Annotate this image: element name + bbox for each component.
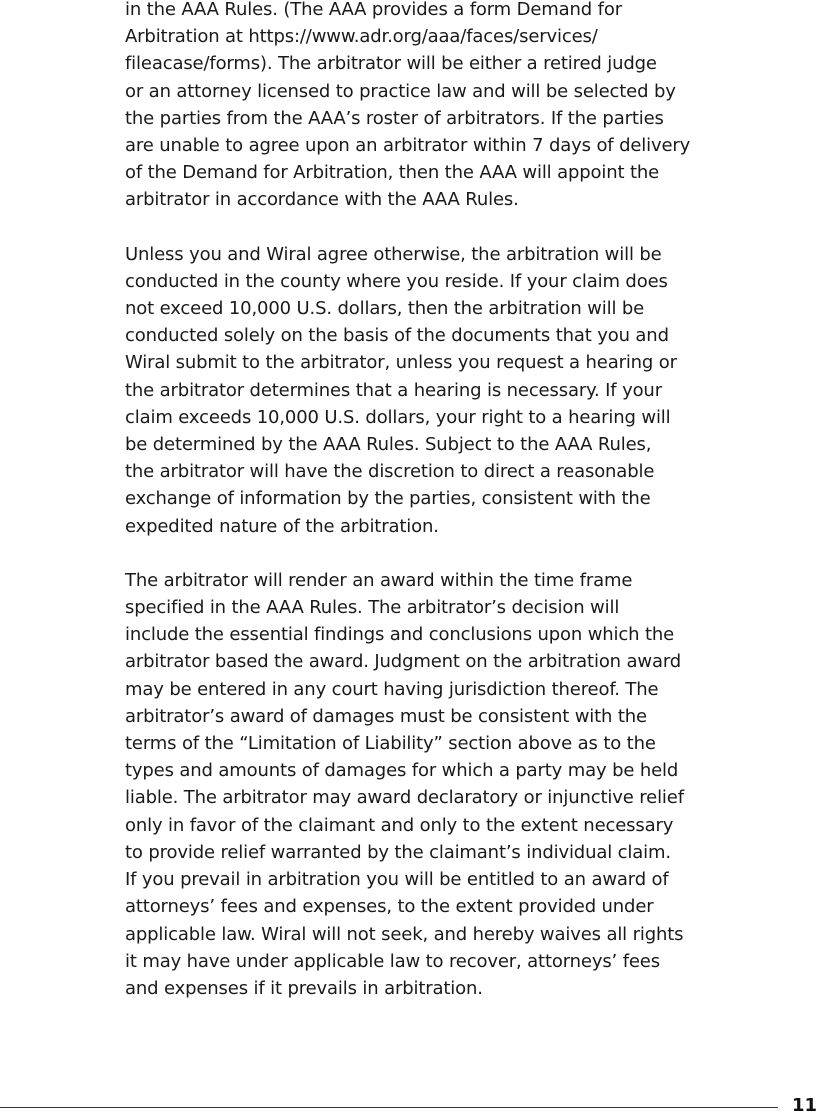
text-line: applicable law. Wiral will not seek, and hereby waives all rights — [125, 923, 684, 945]
text-line: and expenses if it prevails in arbitration. — [125, 977, 483, 999]
footer-divider — [0, 1107, 778, 1108]
text-line: the parties from the AAA’s roster of arbitrators. If the parties — [125, 107, 664, 129]
text-line: conducted in the county where you reside. If your claim does — [125, 270, 668, 292]
text-line: it may have under applicable law to recover, attorneys’ fees — [125, 950, 660, 972]
text-line: to provide relief warranted by the claimant’s individual claim. — [125, 841, 671, 863]
text-line: Wiral submit to the arbitrator, unless you request a hearing or — [125, 352, 677, 374]
text-line: of the Demand for Arbitration, then the AAA will appoint the — [125, 162, 660, 184]
text-line: not exceed 10,000 U.S. dollars, then the arbitration will be — [125, 298, 645, 320]
text-line: only in favor of the claimant and only to the extent necessary — [125, 814, 674, 836]
paragraph-spacer — [125, 214, 765, 241]
text-line: conducted solely on the basis of the documents that you and — [125, 325, 669, 347]
text-line: be determined by the AAA Rules. Subject to the AAA Rules, — [125, 434, 652, 456]
text-line: types and amounts of damages for which a party may be held — [125, 760, 679, 782]
text-line: The arbitrator will render an award within the time frame — [125, 569, 633, 591]
text-line: Unless you and Wiral agree otherwise, the arbitration will be — [125, 243, 662, 265]
text-line: specified in the AAA Rules. The arbitrator’s decision will — [125, 597, 620, 619]
text-line: liable. The arbitrator may award declaratory or injunctive relief — [125, 787, 684, 809]
text-line: or an attorney licensed to practice law and will be selected by — [125, 80, 676, 102]
text-line: exchange of information by the parties, consistent with the — [125, 488, 651, 510]
paragraph-arbitrator-selection — [125, 0, 765, 214]
text-line: If you prevail in arbitration you will be entitled to an award of — [125, 869, 669, 891]
document-body — [125, 0, 765, 1002]
text-line: arbitrator in accordance with the AAA Rules. — [125, 189, 519, 211]
text-line: arbitrator’s award of damages must be consistent with the — [125, 705, 647, 727]
text-line: arbitrator based the award. Judgment on the arbitration award — [125, 651, 682, 673]
text-line: the arbitrator will have the discretion to direct a reasonable — [125, 461, 655, 483]
text-line: may be entered in any court having jurisdiction thereof. The — [125, 678, 659, 700]
text-line: terms of the “Limitation of Liability” section above as to the — [125, 733, 656, 755]
text-line: claim exceeds 10,000 U.S. dollars, your right to a hearing will — [125, 406, 671, 428]
text-line: attorneys’ fees and expenses, to the extent provided under — [125, 896, 654, 918]
text-line: Arbitration at https://www.adr.org/aaa/faces/services/ — [125, 26, 598, 48]
page-number: 11 — [792, 1095, 817, 1116]
text-line: the arbitrator determines that a hearing is necessary. If your — [125, 379, 662, 401]
text-line: are unable to agree upon an arbitrator within 7 days of delivery — [125, 135, 691, 157]
text-line: include the essential findings and conclusions upon which the — [125, 624, 675, 646]
text-line: fileacase/forms). The arbitrator will be either a retired judge — [125, 53, 657, 75]
paragraph-arbitration-location — [125, 241, 765, 540]
text-line: expedited nature of the arbitration. — [125, 515, 439, 537]
paragraph-arbitration-award — [125, 567, 765, 1002]
text-line: in the AAA Rules. (The AAA provides a form Demand for — [125, 0, 622, 20]
paragraph-spacer — [125, 540, 765, 567]
